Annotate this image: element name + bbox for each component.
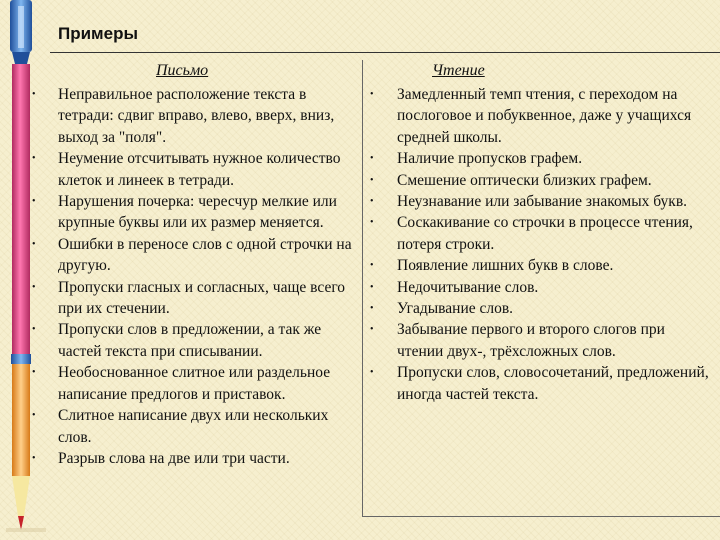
slide-title: Примеры bbox=[58, 24, 138, 43]
column-header-writing: Письмо bbox=[156, 62, 209, 79]
bullet-icon: • bbox=[32, 410, 36, 422]
list-item: • Наличие пропусков графем. bbox=[370, 148, 710, 169]
list-item: • Пропуски гласных и согласных, чаще всего при их стечении. bbox=[32, 278, 346, 318]
list-item: • Необоснованное слитное или раздельное написание предлогов и приставок. bbox=[32, 364, 331, 403]
column-header-reading: Чтение bbox=[432, 62, 485, 79]
list-item: • Слитное написание двух или нескольких слов. bbox=[32, 407, 329, 446]
list-item: • Пропуски слов в предложении, а так же частей текста при списывании. bbox=[32, 321, 322, 360]
title-divider bbox=[50, 52, 720, 53]
bullet-icon: • bbox=[370, 324, 374, 336]
bullet-icon: • bbox=[370, 303, 374, 315]
bullet-icon: • bbox=[32, 324, 36, 336]
bullet-icon: • bbox=[32, 238, 36, 250]
bullet-icon: • bbox=[32, 196, 36, 208]
bullet-icon: • bbox=[370, 367, 374, 379]
list-item: • Неумение отсчитывать нужное количество клеток и линеек в тетради. bbox=[32, 150, 341, 189]
bullet-icon: • bbox=[32, 89, 36, 100]
bullet-icon: • bbox=[370, 153, 374, 165]
list-item: • Угадывание слов. bbox=[370, 298, 710, 319]
list-item: • Появление лишних букв в слове. bbox=[370, 255, 710, 276]
table-bottom-border bbox=[362, 516, 720, 517]
bullet-icon: • bbox=[370, 174, 374, 186]
bullet-icon: • bbox=[370, 217, 374, 229]
bullet-icon: • bbox=[370, 196, 374, 208]
bullet-icon: • bbox=[370, 281, 374, 293]
bullet-icon: • bbox=[32, 153, 36, 165]
column-divider bbox=[362, 60, 363, 516]
bullet-icon: • bbox=[32, 367, 36, 379]
list-item: • Неправильное расположение текста в тетради: сдвиг вправо, влево, вверх, вниз, выход за "поля". bbox=[32, 86, 335, 146]
bullet-icon: • bbox=[32, 281, 36, 293]
list-item: • Ошибки в переносе слов с одной строчки на другую. bbox=[32, 235, 352, 275]
bullet-icon: • bbox=[370, 89, 374, 100]
bullet-icon: • bbox=[370, 260, 374, 272]
list-item: • Соскакивание со строчки в процессе чтения, потеря строки. bbox=[370, 214, 693, 253]
list-item: • Пропуски слов, словосочетаний, предложений, иногда частей текста. bbox=[370, 364, 709, 403]
list-item: • Недочитывание слов. bbox=[370, 277, 710, 298]
list-item: • Замедленный темп чтения, с переходом на послоговое и побуквенное, даже у учащихся средней школы. bbox=[370, 86, 692, 146]
list-item: • Неузнавание или забывание знакомых букв. bbox=[370, 191, 710, 212]
reading-errors-list bbox=[370, 84, 710, 405]
list-item: • Забывание первого и второго слогов при чтении двух-, трёхсложных слов. bbox=[370, 321, 665, 360]
list-item: • Смешение оптически близких графем. bbox=[370, 170, 710, 191]
list-item: • Разрыв слова на две или три части. bbox=[32, 448, 362, 469]
list-item: • Нарушения почерка: чересчур мелкие или крупные буквы или их размер меняется. bbox=[32, 193, 337, 232]
writing-errors-list bbox=[32, 84, 362, 469]
bullet-icon: • bbox=[32, 452, 36, 464]
